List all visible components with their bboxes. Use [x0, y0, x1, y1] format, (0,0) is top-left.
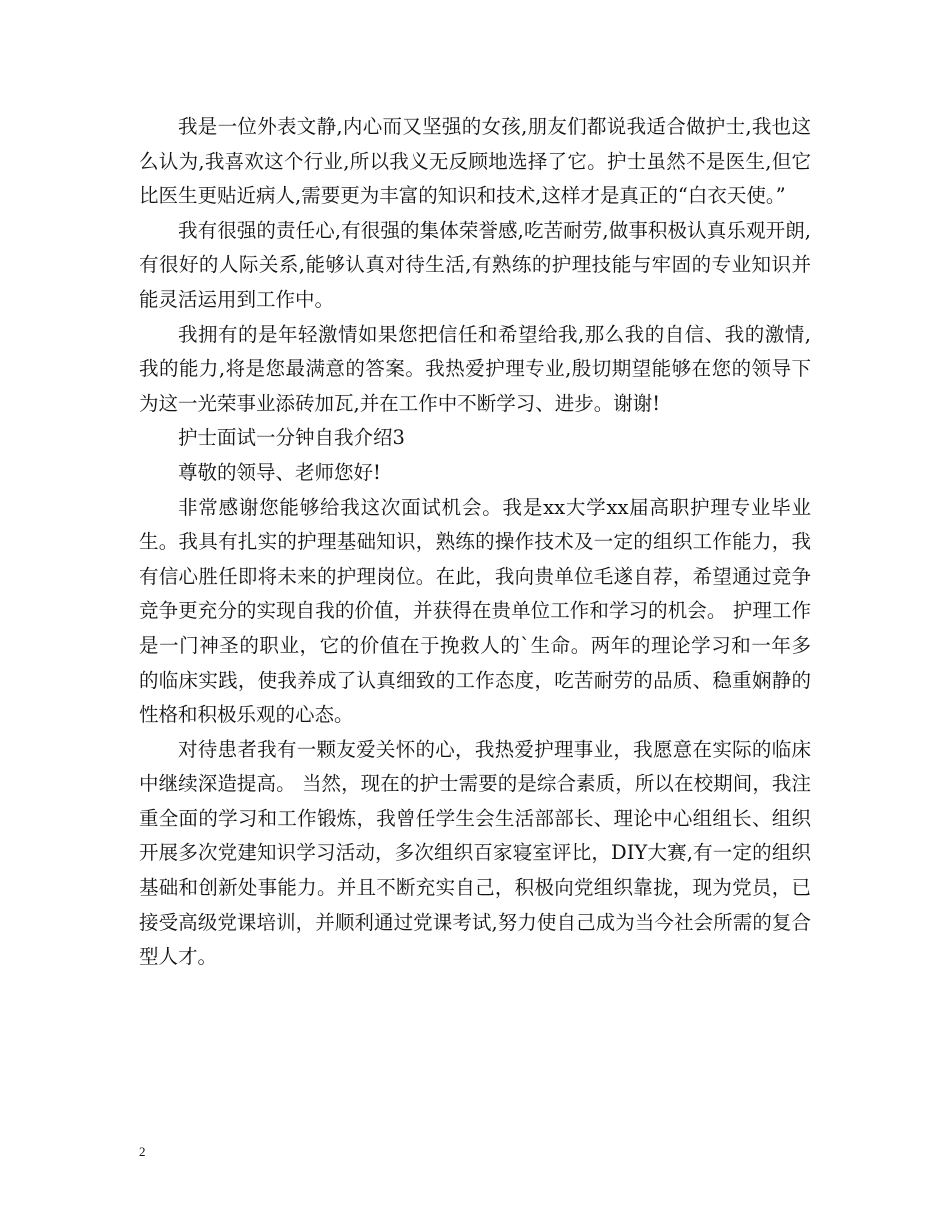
page-number: 2	[139, 1144, 146, 1159]
paragraph-experience: 对待患者我有一颗友爱关怀的心，我热爱护理事业，我愿意在实际的临床中继续深造提高。 当然，现在的护士需要的是综合素质，所以在校期间，我注重全面的学习和工作锻炼，我曾任学生会生活部部长、理论中心组组长、组织开展多次党建知识学习活动，多次组织百家寝室评比，DIY大赛,有一定的组织基础和创新处事能力。并且不断充实自己，积极向党组织靠拢，现为党员，已接受高级党课培训，并顺利通过党课考试,努力使自己成为当今社会所需的复合型人才。	[139, 737, 811, 969]
section-heading: 护士面试一分钟自我介绍3	[178, 426, 405, 450]
paragraph-passion: 我拥有的是年轻激情如果您把信任和希望给我,那么我的自信、我的激情,我的能力,将是您最满意的答案。我热爱护理专业,殷切期望能够在您的领导下为这一光荣事业添砖加瓦,并在工作中不断学习、进步。谢谢!	[139, 322, 811, 415]
greeting: 尊敬的领导、老师您好!	[178, 460, 381, 484]
paragraph-personality: 我是一位外表文静,内心而又坚强的女孩,朋友们都说我适合做护士,我也这么认为,我喜欢这个行业,所以我义无反顾地选择了它。护士虽然不是医生,但它比医生更贴近病人,需要更为丰富的知识和技术,这样才是真正的“白衣天使。”	[139, 115, 811, 208]
paragraph-introduction: 非常感谢您能够给我这次面试机会。我是xx大学xx届高职护理专业毕业生。我具有扎实的护理基础知识，熟练的操作技术及一定的组织工作能力，我有信心胜任即将未来的护理岗位。在此，我向贵单位毛遂自荐，希望通过竞争竞争更充分的实现自我的价值，并获得在贵单位工作和学习的机会。 护理工作是一门神圣的职业，它的价值在于挽救人的`生命。两年的理论学习和一年多的临床实践，使我养成了认真细致的工作态度，吃苦耐劳的品质、稳重娴静的性格和积极乐观的心态。	[139, 495, 811, 727]
document-body	[139, 110, 811, 975]
paragraph-responsibility: 我有很强的责任心,有很强的集体荣誉感,吃苦耐劳,做事积极认真乐观开朗,有很好的人际关系,能够认真对待生活,有熟练的护理技能与牢固的专业知识并能灵活运用到工作中。	[139, 218, 811, 311]
